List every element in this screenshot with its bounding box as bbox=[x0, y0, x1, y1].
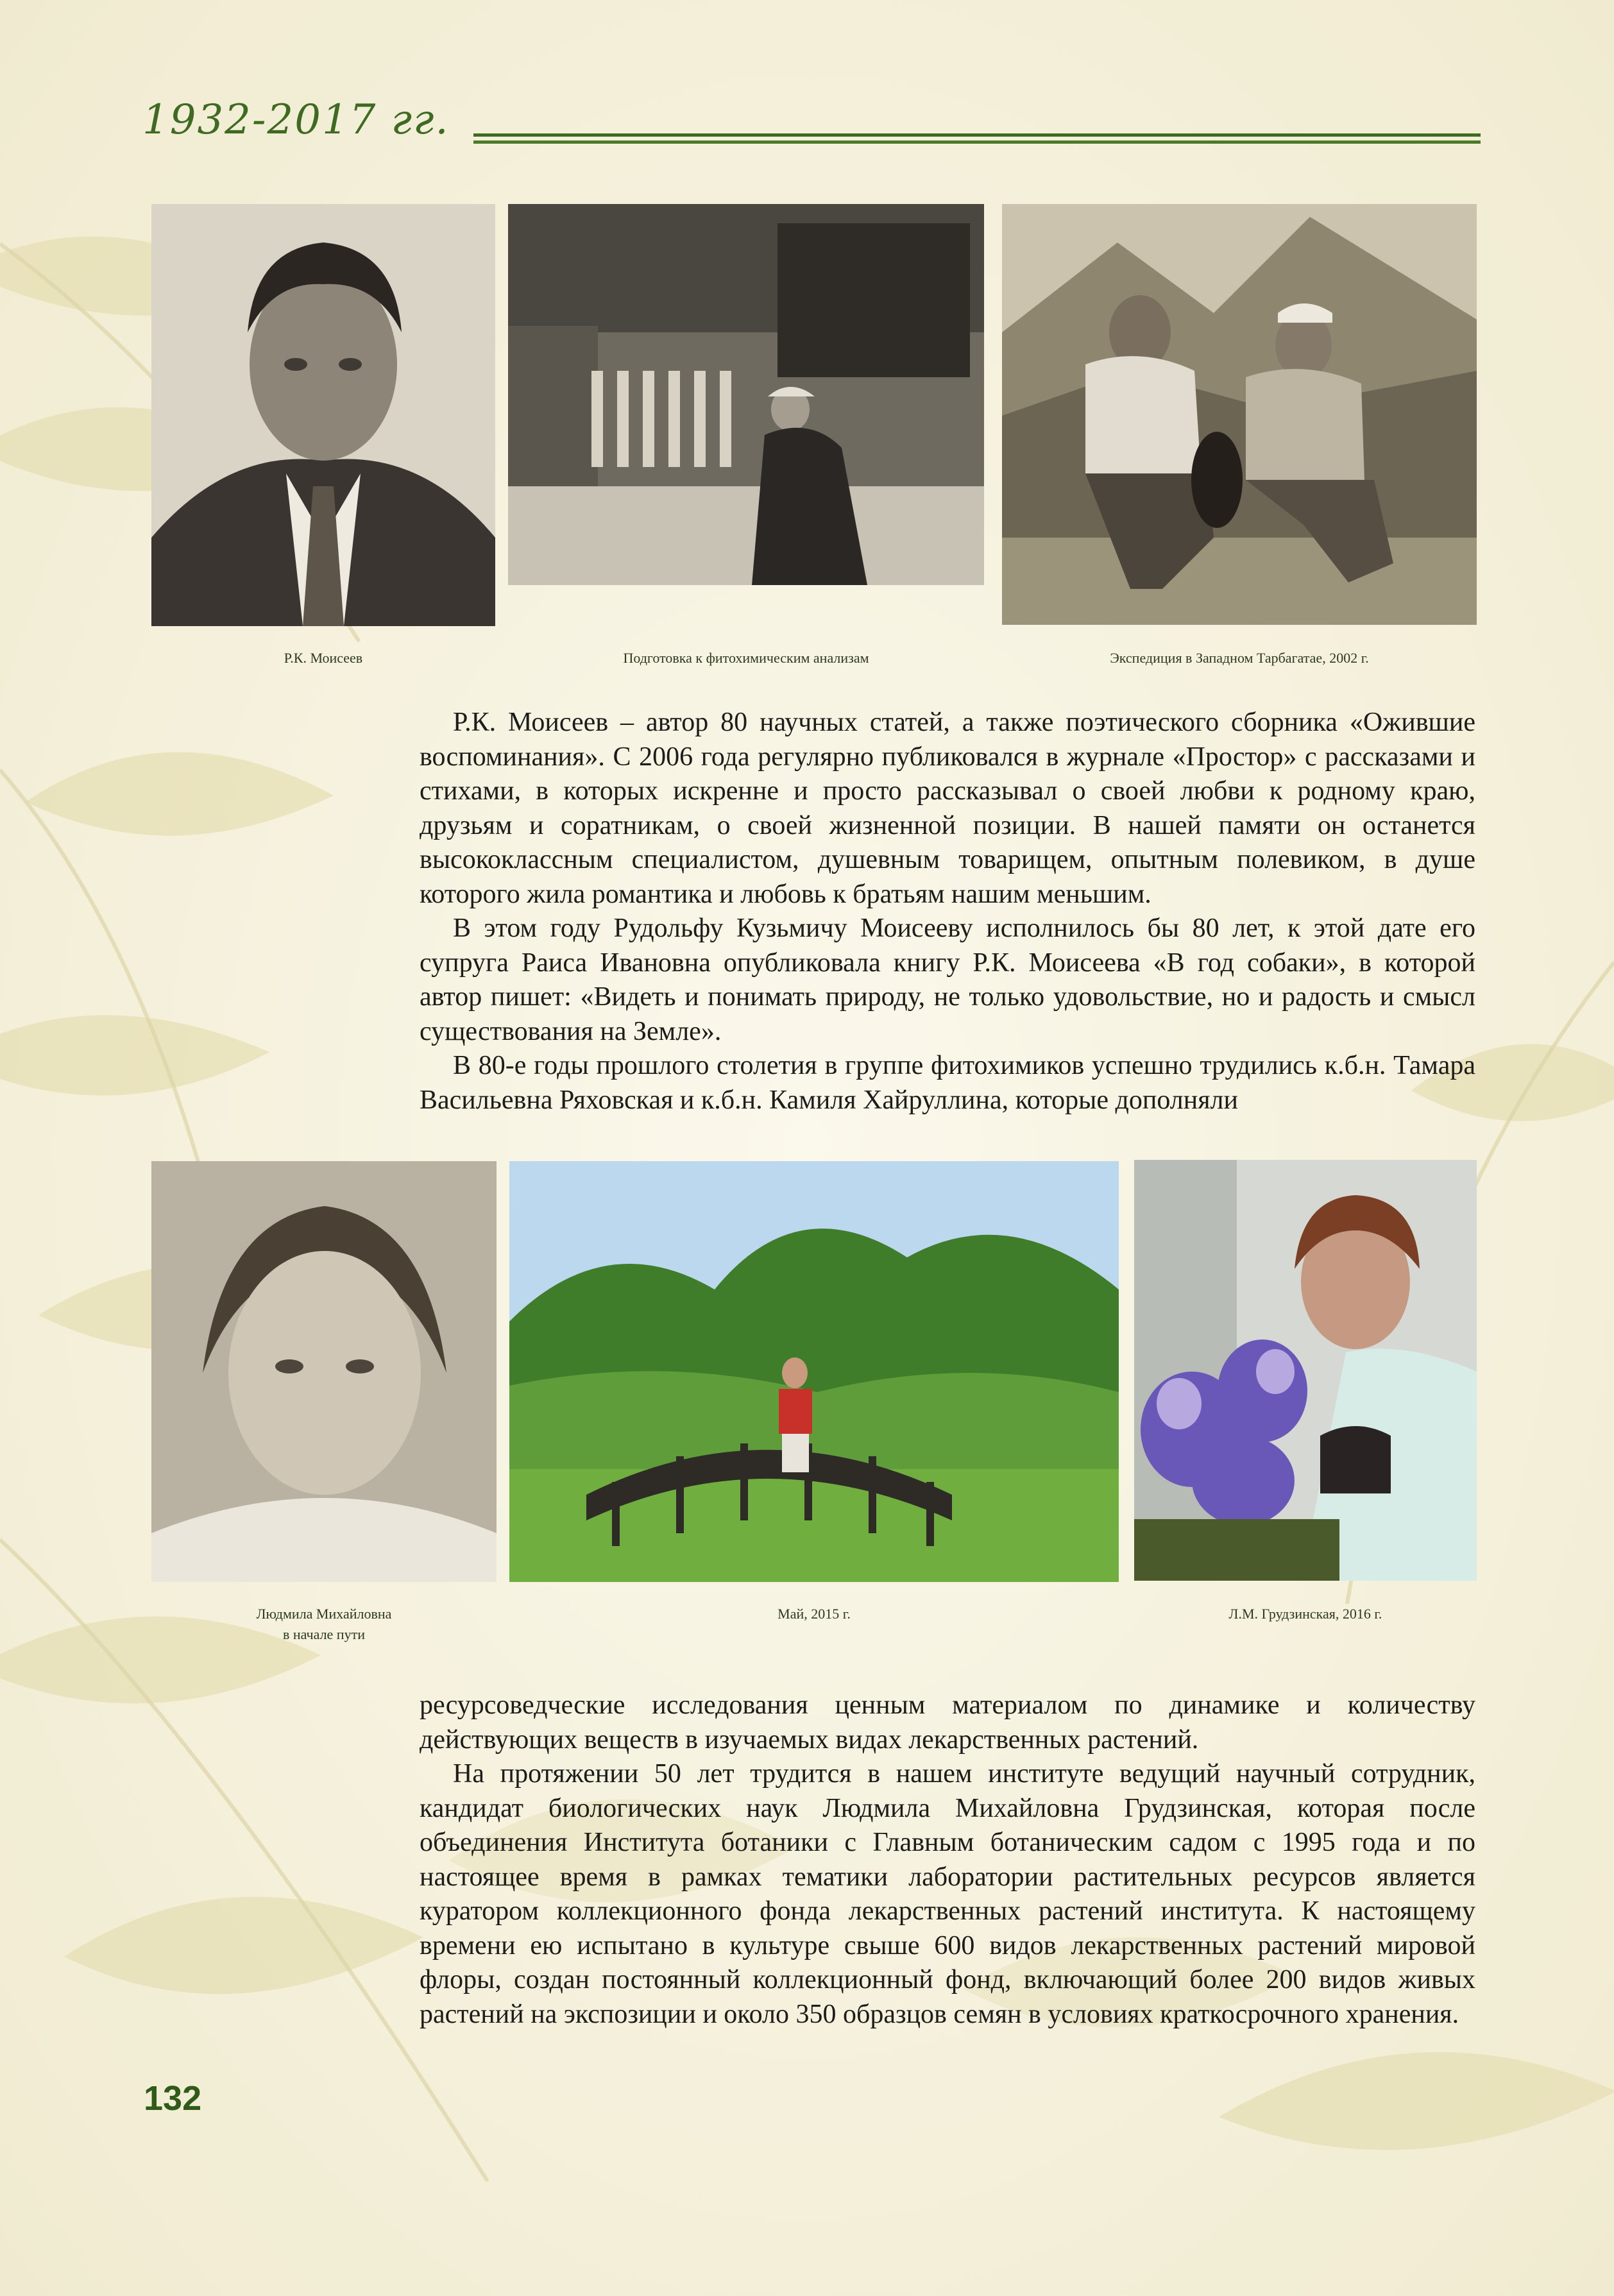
caption-line: Людмила Михайловна bbox=[256, 1606, 392, 1622]
photo-garden-bridge bbox=[509, 1161, 1119, 1582]
caption-line: в начале пути bbox=[283, 1626, 365, 1642]
photo-lab-preparation bbox=[508, 204, 984, 585]
photo-portrait-moiseev bbox=[151, 204, 495, 626]
paragraph: В этом году Рудольфу Кузьмичу Моисееву исполнилось бы 80 лет, к этой дате его супруга Раиса Ивановна опубликовала книгу Р.К. Моисеева «В год собаки», в которой автор пишет: «Видеть и понимать природу, не только удовольствие, но и радость и смысл существования на Земле». bbox=[420, 914, 1475, 1046]
caption-garden-bridge: Май, 2015 г. bbox=[777, 1606, 851, 1622]
paragraph: На протяжении 50 лет трудится в нашем институте ведущий научный сотрудник, кандидат биологических наук Людмила Михайловна Грудзинская, которая после объединения Института ботаники с Главным ботаническим садом с 1995 года и по настоящее время в рамках тематики лаборатории растительных ресурсов является куратором коллекционного фонда лекарственных растений института. К настоящему времени ею испытано в культуре свыше 600 видов лекарственных растений мировой флоры, создан постоянный коллекционный фонд, включающий более 200 видов живых растений на экспозиции и около 350 образцов семян в условиях краткосрочного хранения. bbox=[420, 1759, 1475, 2029]
page-number: 132 bbox=[144, 2079, 202, 2118]
caption-expedition-tarbagatai: Экспедиция в Западном Тарбагатае, 2002 г. bbox=[1110, 650, 1369, 666]
caption-portrait-moiseev: Р.К. Моисеев bbox=[284, 650, 363, 666]
photo-expedition-tarbagatai bbox=[1002, 204, 1477, 625]
paragraph: В 80-е годы прошлого столетия в группе фитохимиков успешно трудились к.б.н. Тамара Васильевна Ряховская и к.б.н. Камиля Хайруллина, которые дополняли bbox=[420, 1051, 1475, 1115]
body-text-top bbox=[420, 706, 1475, 1118]
photo-woman-with-lilacs bbox=[1134, 1160, 1477, 1581]
section-years-title: 1932-2017 гг. bbox=[142, 96, 450, 144]
photo-portrait-young-woman bbox=[151, 1161, 497, 1582]
body-text-bottom bbox=[420, 1688, 1475, 2032]
caption-portrait-young-woman bbox=[151, 1604, 497, 1645]
caption-lab-preparation: Подготовка к фитохимическим анализам bbox=[623, 650, 869, 666]
paragraph: Р.К. Моисеев – автор 80 научных статей, а также поэтического сборника «Ожившие воспоминания». С 2006 года регулярно публиковался в журнале «Простор» с рассказами и стихами, в которых искренне и просто рассказывал о своей любви к родному краю, друзьям и соратникам, о своей жизненной позиции. В нашей памяти он останется высококлассным специалистом, душевным товарищем, опытным полевиком, в душе которого жила романтика и любовь к братьям нашим меньшим. bbox=[420, 708, 1475, 909]
caption-woman-with-lilacs: Л.М. Грудзинская, 2016 г. bbox=[1228, 1606, 1382, 1622]
header-double-rule bbox=[473, 133, 1481, 146]
paragraph: ресурсоведческие исследования ценным материалом по динамике и количеству действующих веществ в изучаемых видах лекарственных растений. bbox=[420, 1690, 1475, 1755]
